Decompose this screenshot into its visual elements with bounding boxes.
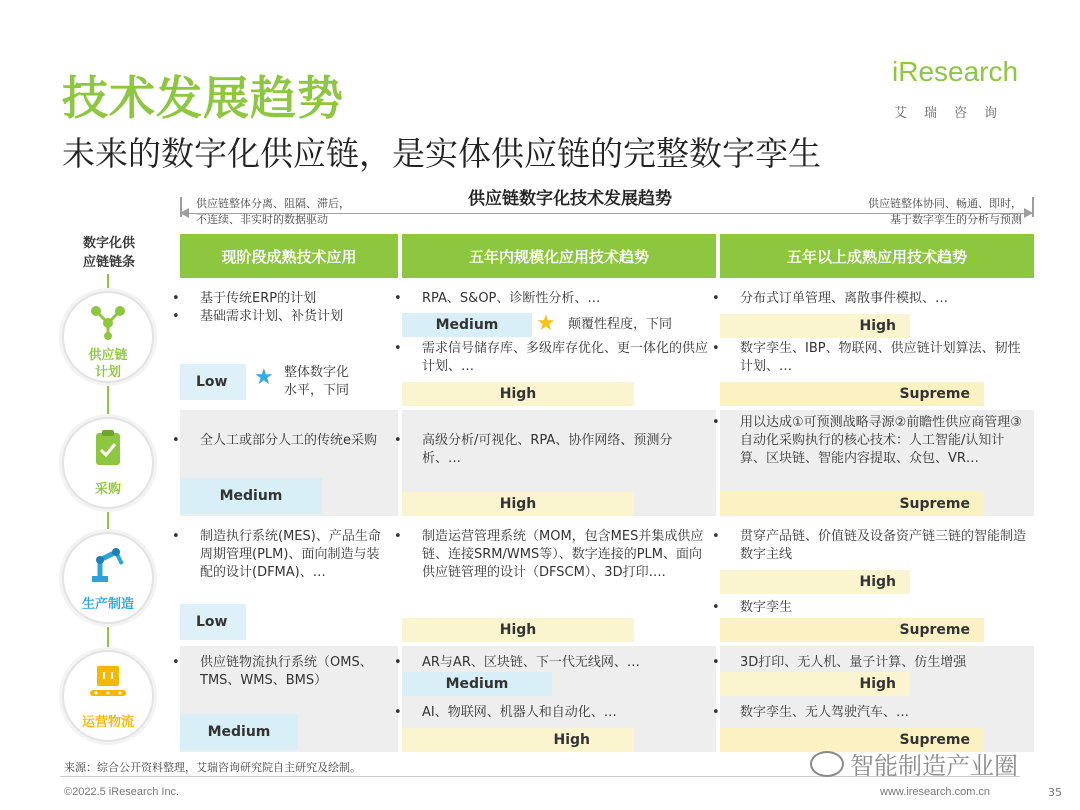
level-badge: Medium — [402, 672, 552, 696]
list-item: • AR与AR、区块链、下一代无线网、… — [394, 655, 640, 670]
cell-manufacture-five-years — [394, 520, 716, 642]
robot-arm-icon — [86, 544, 130, 584]
level-badge: High — [402, 618, 634, 642]
level-badge: Low — [180, 364, 246, 400]
stage-plan-circle — [62, 291, 154, 383]
list-item: • 用以达成①可预测战略寻源②前瞻性供应商管理③自动化采购执行的核心技术：人工智能/认知计算、区块链、智能内容提取、众包、VR… — [712, 415, 1022, 466]
side-header — [68, 234, 150, 272]
cell-plan-current — [172, 282, 398, 406]
band-left-note — [196, 196, 350, 228]
cell-manufacture-current — [172, 520, 398, 642]
stage-procure-label: 采购 — [94, 482, 121, 497]
list-item: • 制造执行系统(MES)、产品生命周期管理(PLM)、面向制造与装配的设计(DFMA)、… — [172, 529, 381, 580]
watermark-text: 智能制造产业圈 — [850, 752, 1018, 780]
cell-plan-five-years — [394, 282, 716, 406]
column-header-current: 现阶段成熟技术应用 — [180, 234, 398, 278]
band-left-line-2: 不连续、非实时的数据驱动 — [196, 213, 328, 226]
level-badge: Low — [180, 604, 246, 640]
network-icon — [86, 303, 130, 343]
stage-plan-label — [64, 347, 152, 381]
cell-plan-beyond — [712, 282, 1034, 406]
source-note: 来源：综合公开资料整理，艾瑞咨询研究院自主研究及绘制。 — [64, 761, 361, 774]
page-number: 35 — [1048, 786, 1062, 799]
band-left-line-1: 供应链整体分离、阻隔、滞后， — [196, 197, 350, 210]
list-item: • 3D打印、无人机、量子计算、仿生增强 — [712, 655, 967, 670]
list-item: • 基础需求计划、补货计划 — [172, 309, 344, 324]
stage-logistics-label: 运营物流 — [81, 715, 134, 730]
chart-title: 供应链数字化技术发展趋势 — [380, 184, 760, 209]
page-title: 技术发展趋势 — [62, 71, 344, 125]
level-badge: High — [720, 570, 910, 594]
side-header-line-2: 应链链条 — [82, 255, 135, 270]
chat-bubble-icon — [810, 751, 844, 777]
level-badge: Medium — [180, 714, 298, 750]
star-legend-level — [284, 364, 349, 400]
list-item: • 数字孪生、无人驾驶汽车、… — [712, 705, 910, 720]
list-item: • 高级分析/可视化、RPA、协作网络、预测分析、… — [394, 433, 673, 466]
footer-url[interactable]: www.iresearch.com.cn — [880, 786, 991, 798]
level-badge: High — [402, 728, 634, 752]
cell-logistics-current — [172, 646, 398, 752]
list-item: • 数字孪生、IBP、物联网、供应链计划算法、韧性计划、… — [712, 341, 1021, 374]
iresearch-logo — [892, 56, 1032, 120]
side-header-line-1: 数字化供 — [82, 236, 135, 251]
cell-procure-current — [172, 410, 398, 516]
band-right-line-2: 基于数字孪生的分析与预测 — [890, 213, 1022, 226]
band-right-line-1: 供应链整体协同、畅通、即时， — [868, 197, 1022, 210]
cell-manufacture-beyond — [712, 520, 1034, 642]
level-badge: Medium — [180, 478, 322, 514]
legend-line-2: 水平，下同 — [284, 383, 350, 398]
cell-logistics-five-years — [394, 646, 716, 752]
list-item: • 供应链物流执行系统（OMS、TMS、WMS、BMS） — [172, 655, 373, 688]
page-subtitle: 未来的数字化供应链，是实体供应链的完整数字孪生 — [62, 134, 821, 173]
clipboard-check-icon — [86, 429, 130, 469]
cell-logistics-beyond — [712, 646, 1034, 752]
stage-plan-label-2: 计划 — [94, 365, 121, 380]
watermark — [810, 746, 1018, 781]
level-badge: Supreme — [720, 618, 984, 642]
level-badge: Supreme — [720, 382, 984, 406]
stage-manufacture-label: 生产制造 — [81, 597, 134, 612]
band-right-note — [820, 196, 1022, 228]
column-header-beyond: 五年以上成熟应用技术趋势 — [720, 234, 1034, 278]
stage-procure-circle — [62, 417, 154, 509]
level-badge: Supreme — [720, 728, 984, 752]
level-badge: High — [720, 672, 910, 696]
conveyor-box-icon — [86, 662, 130, 702]
column-header-five-years: 五年内规模化应用技术趋势 — [402, 234, 716, 278]
list-item: • AI、物联网、机器人和自动化、… — [394, 705, 617, 720]
level-badge: Supreme — [720, 492, 984, 516]
arrow-right-icon — [1024, 208, 1033, 218]
level-badge: Medium — [402, 313, 532, 337]
star-icon: ★ — [254, 365, 274, 390]
cell-procure-beyond — [712, 410, 1034, 516]
list-item: • 全人工或部分人工的传统e采购 — [172, 433, 377, 448]
level-badge: High — [720, 314, 910, 338]
copyright: ©2022.5 iResearch Inc. — [64, 786, 180, 798]
arrow-left-icon — [180, 208, 189, 218]
logo-subtext: 艾瑞咨询 — [894, 106, 1015, 121]
list-item: • RPA、S&OP、诊断性分析、… — [394, 291, 601, 306]
level-badge: High — [402, 382, 634, 406]
logo-wordmark: iResearch — [892, 56, 1019, 87]
stage-plan-label-1: 供应链 — [88, 348, 128, 363]
level-badge: High — [402, 492, 634, 516]
list-item: • 数字孪生 — [712, 600, 793, 615]
cell-procure-five-years — [394, 410, 716, 516]
legend-line-1: 整体数字化 — [284, 365, 350, 380]
star-legend-disruption: 颠覆性程度，下同 — [568, 317, 673, 332]
star-icon: ★ — [536, 311, 556, 336]
stage-logistics-circle — [62, 650, 154, 742]
list-item: • 贯穿产品链、价值链及设备资产链三链的智能制造数字主线 — [712, 529, 1027, 562]
list-item: • 需求信号储存库、多级库存优化、更一体化的供应计划、… — [394, 341, 709, 374]
list-item: • 基于传统ERP的计划 — [172, 291, 317, 306]
list-item: • 分布式订单管理、离散事件模拟、… — [712, 291, 949, 306]
stage-manufacture-circle — [62, 532, 154, 624]
list-item: • 制造运营管理系统（MOM，包含MES并集成供应链、连接SRM/WMS等）、数字连接的PLM、面向供应链管理的设计（DFSCM）、3D打印…. — [394, 529, 704, 580]
